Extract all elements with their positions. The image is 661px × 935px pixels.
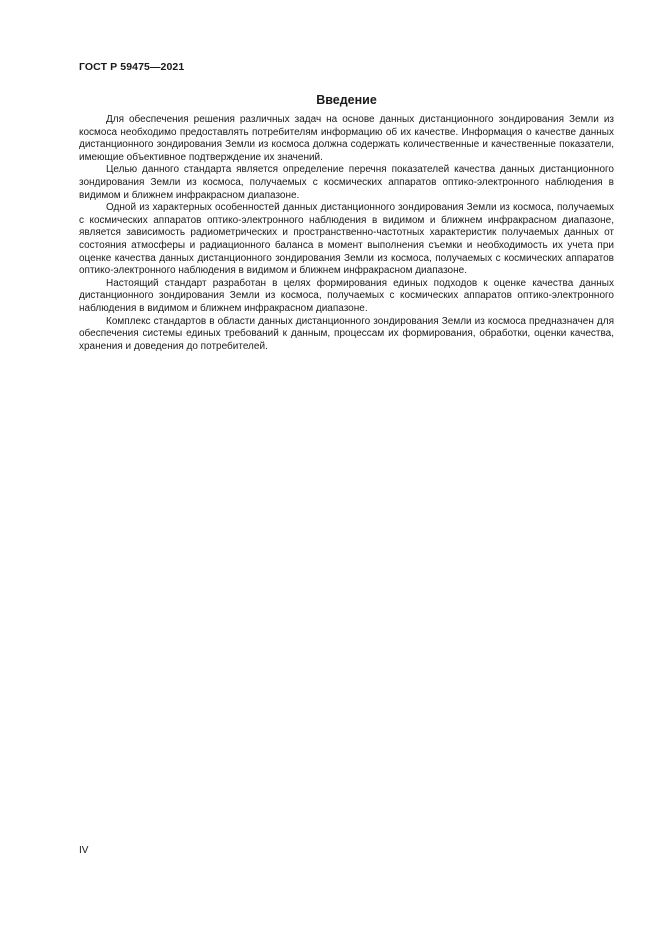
body-text xyxy=(79,114,614,353)
paragraph: Одной из характерных особенностей данных дистанционного зондирования Земли из космоса, получаемых с космических аппаратов оптико-электронного наблюдения в видимом и ближнем инфракрасном диапазоне, является зависимость радиометрических и пространственно-частотных характеристик получаемых данных от состояния атмосферы и радиационного баланса в момент выполнения съемки и необходимость их учета при оценке качества данных дистанционного зондирования Земли из космоса, получаемых с космических аппаратов оптико-электронного наблюдения в видимом и ближнем инфракрасном диапазоне. xyxy=(79,202,614,277)
document-code-header: ГОСТ Р 59475—2021 xyxy=(79,61,185,73)
paragraph: Настоящий стандарт разработан в целях формирования единых подходов к оценке качества данных дистанционного зондирования Земли из космоса, получаемых с космических аппаратов оптико-электронного наблюдения в видимом и ближнем инфракрасном диапазоне. xyxy=(79,277,614,314)
page-number: IV xyxy=(79,845,89,856)
paragraph: Комплекс стандартов в области данных дистанционного зондирования Земли из космоса предназначен для обеспечения системы единых требований к данным, процессам их формирования, обработки, оценки качества, хранения и доведения до потребителей. xyxy=(79,315,614,352)
section-title: Введение xyxy=(316,93,377,107)
paragraph: Для обеспечения решения различных задач на основе данных дистанционного зондирования Земли из космоса необходимо предоставлять потребителям информацию об их качестве. Информация о качестве данных дистанционного зондирования Земли из космоса должна содержать количественные и качественные показатели, имеющие объективное подтверждение их значений. xyxy=(79,114,614,163)
paragraph: Целью данного стандарта является определение перечня показателей качества данных дистанционного зондирования Земли из космоса, получаемых с космических аппаратов оптико-электронного наблюдения в видимом и ближнем инфракрасном диапазоне. xyxy=(79,164,614,201)
